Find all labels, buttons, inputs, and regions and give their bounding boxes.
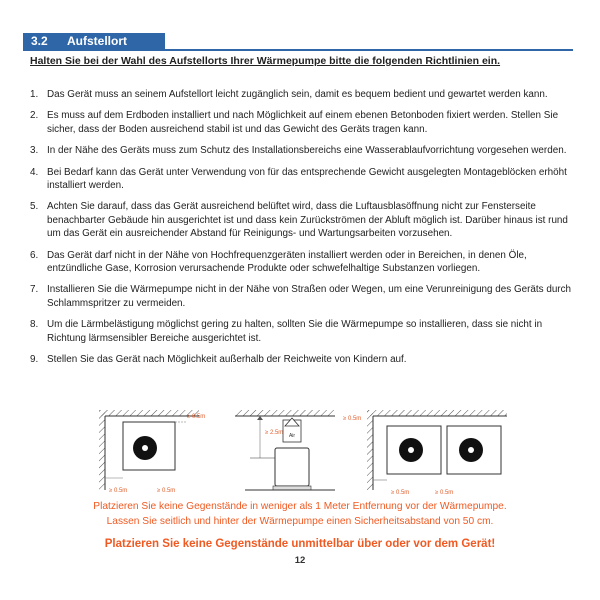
item-text: Das Gerät muss an seinem Aufstellort leicht zugänglich sein, damit es bequem bedient und gewartet werden kann. [47,89,548,100]
intro-text: Halten Sie bei der Wahl des Aufstellorts Ihrer Wärmepumpe bitte die folgenden Richtlinien ein. [30,55,501,67]
wall-hatch [367,410,507,416]
double-install-diagram [343,410,507,496]
clearance-diagram [95,408,515,500]
item-number: 7. [30,284,39,296]
list-item [22,283,582,310]
item-text: Es muss auf dem Erdboden installiert und nach Möglichkeit auf einem ebenen Betonboden fixiert werden. Stellen Sie sicher, dass der Boden ausreichend stabil ist und das Gewicht des Geräts tragen kann. [47,110,559,135]
list-item [22,200,582,240]
air-label: Air [288,433,296,439]
wall-hatch [99,410,105,490]
list-item [22,109,582,136]
warning-text: Platzieren Sie keine Gegenstände unmittelbar über oder vor dem Gerät! [104,538,496,550]
guideline-list [22,88,582,375]
side-view-diagram [235,410,335,490]
item-text: In der Nähe des Geräts muss zum Schutz des Installationsbereichs eine Wasserablaufvorrichtung vorgesehen werden. [47,145,567,157]
section-number: 3.2 [31,34,48,48]
list-item [22,166,582,193]
item-number: 9. [30,354,39,366]
wall-hatch [367,410,373,490]
distance-label: ≥ 0.5m [435,490,454,496]
list-item [22,249,582,276]
ceiling-hatch [235,410,335,416]
list-item [22,144,582,157]
distance-label: ≥ 2.5m [265,430,284,436]
item-number: 2. [30,110,39,122]
item-number: 3. [30,145,39,157]
item-text: Um die Lärmbelästigung möglichst gering zu halten, sollten Sie die Wärmepumpe so installieren, dass sie nicht in Richtung lärmsensibler Bereiche ausgerichtet ist. [47,319,543,344]
item-number: 4. [30,166,39,178]
list-item [22,353,582,366]
distance-label: ≥ 0.5m [187,414,206,420]
item-text: Bei Bedarf kann das Gerät unter Verwendung von für das entsprechende Gewicht ausgelegten Montageblöcken erhöht installiert werden. [47,166,567,192]
note-line-2: Lassen Sie seitlich und hinter der Wärmepumpe einen Sicherheitsabstand von 50 cm. [106,516,494,527]
item-number: 5. [30,201,39,213]
distance-label: ≥ 0.5m [157,488,176,494]
distance-label: ≥ 0.5m [343,416,362,422]
section-header [23,33,165,49]
corner-install-diagram [99,410,205,494]
list-item [22,318,582,345]
wall-hatch [99,410,199,416]
page-number: 12 [294,555,306,566]
item-number: 6. [30,249,39,261]
distance-label: ≥ 0.5m [109,488,128,494]
item-text: Das Gerät darf nicht in der Nähe von Hochfrequenzgeräten installiert werden oder in Bereichen, in denen Öle, entzündliche Gase, Korrosion verursachende Produkte oder schwefelhaltige Substanzen vorliegen. [47,249,527,275]
heat-pump-side [275,448,309,486]
note-line-1: Platzieren Sie keine Gegenstände in weniger als 1 Meter Entfernung vor der Wärmepumpe. [93,501,507,512]
section-title: Aufstellort [67,34,127,48]
item-text: Installieren Sie die Wärmepumpe nicht in der Nähe von Straßen oder Wegen, um eine Verunreinigung des Geräts durch Schlammspritzer zu vermeiden. [47,284,572,309]
distance-label: ≥ 0.5m [391,490,410,496]
item-text: Stellen Sie das Gerät nach Möglichkeit außerhalb der Reichweite von Kindern auf. [47,354,407,366]
item-number: 8. [30,319,39,331]
item-number: 1. [30,89,39,100]
header-divider [23,49,573,51]
list-item [22,88,582,101]
item-text: Achten Sie darauf, dass das Gerät ausreichend belüftet wird, dass die Luftausblasöffnung nicht zur Fensterseite benachbarter Gebäude hin ausgerichtet ist und dass kein Zurückströmen der Abluft möglich ist. Darüber hinaus ist rund um das Gerät ein ausreichender Abstand für Reinigungs- und Wartungsarbeiten vorzusehen. [47,201,568,240]
